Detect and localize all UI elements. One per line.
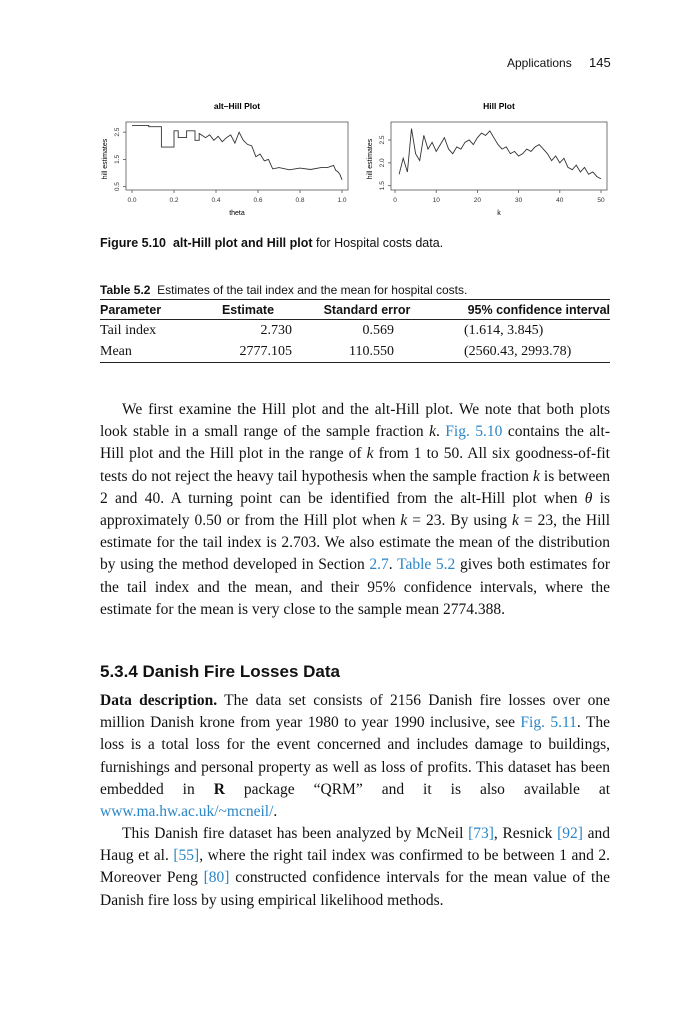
text-run: . <box>388 556 398 574</box>
text-run: . <box>435 423 446 441</box>
citation-link[interactable]: [80] <box>203 869 230 887</box>
hill-plot-frame <box>391 122 607 190</box>
table-caption-text: Estimates of the tail index and the mean for hospital costs. <box>157 283 468 297</box>
table-cell: 110.550 <box>298 341 436 363</box>
table-cell: (1.614, 3.845) <box>464 322 544 338</box>
url-link[interactable]: www.ma.hw.ac.uk/~mcneil/ <box>100 803 274 821</box>
citation-link[interactable]: [92] <box>557 825 583 842</box>
paragraph-prior-work <box>100 823 610 912</box>
text-run: package “QRM” and it is also available at <box>224 780 610 798</box>
figure-caption-label: Figure 5.10 <box>100 236 166 250</box>
text-run: , Resnick <box>493 825 558 842</box>
text-run: is approximately 0.50 or from the Hill plot when <box>100 489 610 530</box>
math-k: k <box>511 512 519 530</box>
hill-x-tick-label: 20 <box>473 197 482 204</box>
table-caption <box>100 283 467 297</box>
alt-hill-x-tick-label: 0.4 <box>211 197 221 204</box>
paragraph-results <box>100 399 610 621</box>
math-k: k <box>366 445 374 463</box>
citation-link[interactable]: [73] <box>468 825 494 842</box>
text-run: This Danish fire dataset has been analyzed by McNeil <box>122 825 469 842</box>
text-run: , where the right tail index was confirmed to be between 1 and 2. Moreover Peng <box>100 847 610 887</box>
alt-hill-plot-ylabel: hill estimates <box>102 138 109 180</box>
text-run: and Haug et al. <box>100 825 611 865</box>
math-k: k <box>400 512 408 530</box>
estimates-table <box>100 299 610 363</box>
math-k: k <box>532 467 540 485</box>
figure-caption-text: for Hospital costs data. <box>312 236 444 250</box>
hill-plot-svg <box>362 100 614 220</box>
alt-hill-x-tick-label: 1.0 <box>337 197 347 204</box>
hill-plot-series-line <box>399 129 601 179</box>
run-in-heading: Data description. <box>100 692 218 709</box>
figure-caption-bold: alt-Hill plot and Hill plot <box>172 236 313 250</box>
hill-y-tick-label: 2.0 <box>379 158 386 168</box>
alt-hill-plot-series-line <box>132 125 342 179</box>
text-run: We first examine the Hill plot and the alt-Hill plot. We note that both plots look stable in a small range of the sample fraction <box>100 401 610 441</box>
alt-hill-plot-x-axis <box>127 190 346 204</box>
r-software-name: R <box>213 780 225 798</box>
alt-hill-plot <box>97 100 349 220</box>
alt-hill-x-tick-label: 0.6 <box>253 197 263 204</box>
alt-hill-x-tick-label: 0.8 <box>295 197 305 204</box>
hill-y-tick-label: 1.5 <box>379 181 386 191</box>
table-cell: 2777.105 <box>198 341 298 363</box>
table-cell: 2.730 <box>260 322 292 338</box>
text-run: is between 2 and 40. A turning point can be identified from the alt-Hill plot when <box>100 467 610 507</box>
text-run: constructed confidence intervals for the mean value of the Danish fire loss by using empirical likelihood methods. <box>100 869 610 909</box>
hill-plot <box>362 100 614 220</box>
text-run: . <box>273 803 278 821</box>
text-run: from 1 to 50. All six goodness-of-fit tests do not reject the heavy tail hypothesis when the sample fraction <box>100 445 610 485</box>
table-header-cell: Parameter <box>100 300 198 320</box>
text-run: = 23, the Hill estimate for the tail index is 2.703. We also estimate the mean of the distribution by using the method developed in Section <box>100 512 610 574</box>
hill-plot-x-axis <box>393 190 605 204</box>
section-heading: 5.3.4 Danish Fire Losses Data <box>100 662 340 681</box>
figure-ref-link[interactable]: Fig. 5.11 <box>520 714 577 732</box>
table-header-cell: 95% confidence interval <box>436 300 610 320</box>
hill-y-tick-label: 2.5 <box>379 135 386 145</box>
alt-hill-plot-frame <box>126 122 348 190</box>
hill-x-tick-label: 0 <box>393 197 397 204</box>
hill-x-tick-label: 40 <box>556 197 564 204</box>
text-run: = 23. By using <box>407 512 512 530</box>
alt-hill-y-tick-label: 0.5 <box>114 182 121 192</box>
text-run: The data set consists of 2156 Danish fire losses over one million Danish krone from year 1980 to year 1990 inclusive, see <box>100 692 610 732</box>
table-row <box>100 320 610 342</box>
alt-hill-y-tick-label: 2.5 <box>114 127 121 137</box>
alt-hill-x-tick-label: 0.2 <box>169 197 179 204</box>
table-cell: 0.569 <box>362 322 394 338</box>
section-ref-link[interactable]: 2.7 <box>369 556 389 574</box>
table-header-cell: Estimate <box>198 300 298 320</box>
figure-caption <box>100 236 443 250</box>
table-cell: Mean <box>100 341 198 363</box>
table-cell: (2560.43, 2993.78) <box>436 341 610 363</box>
alt-hill-x-tick-label: 0.0 <box>127 197 137 204</box>
table-cell: Tail index <box>100 322 157 338</box>
hill-x-tick-label: 50 <box>597 197 605 204</box>
math-theta: θ <box>584 489 593 507</box>
figure-ref-link[interactable]: Fig. 5.10 <box>445 423 503 441</box>
alt-hill-plot-svg <box>97 100 349 220</box>
alt-hill-y-tick-label: 1.5 <box>114 154 121 164</box>
text-run: contains the alt-Hill plot and the Hill plot in the range of <box>100 423 610 463</box>
text-run: gives both estimates for the tail index and the mean, and their 95% confidence intervals, where the estimate for the mean is very close to the sample mean 2774.388. <box>100 556 610 618</box>
text-run: . The loss is a total loss for the event concerned and includes damage to buildings, furnishings and personal property as well as loss of profits. This dataset has been embedded in <box>100 714 611 798</box>
table-header-row <box>100 300 610 320</box>
page-number: 145 <box>589 55 611 70</box>
hill-plot-title: Hill Plot <box>483 101 515 111</box>
hill-plot-ylabel: hill estimates <box>367 138 374 180</box>
hill-plot-xlabel: k <box>497 210 501 217</box>
table-ref-link[interactable]: Table 5.2 <box>397 556 456 574</box>
hill-plot-y-axis <box>379 135 391 190</box>
table-row <box>100 341 610 363</box>
math-k: k <box>429 423 436 441</box>
alt-hill-plot-y-axis <box>114 127 126 191</box>
alt-hill-plot-xlabel: theta <box>229 210 245 217</box>
paragraph-data-description <box>100 690 610 823</box>
table-caption-label: Table 5.2 <box>100 283 151 297</box>
alt-hill-plot-title: alt–Hill Plot <box>213 101 261 111</box>
citation-link[interactable]: [55] <box>173 847 200 865</box>
table-header-cell: Standard error <box>298 300 436 320</box>
running-header-section: Applications <box>507 56 572 70</box>
hill-x-tick-label: 30 <box>514 197 523 204</box>
hill-x-tick-label: 10 <box>432 197 440 204</box>
